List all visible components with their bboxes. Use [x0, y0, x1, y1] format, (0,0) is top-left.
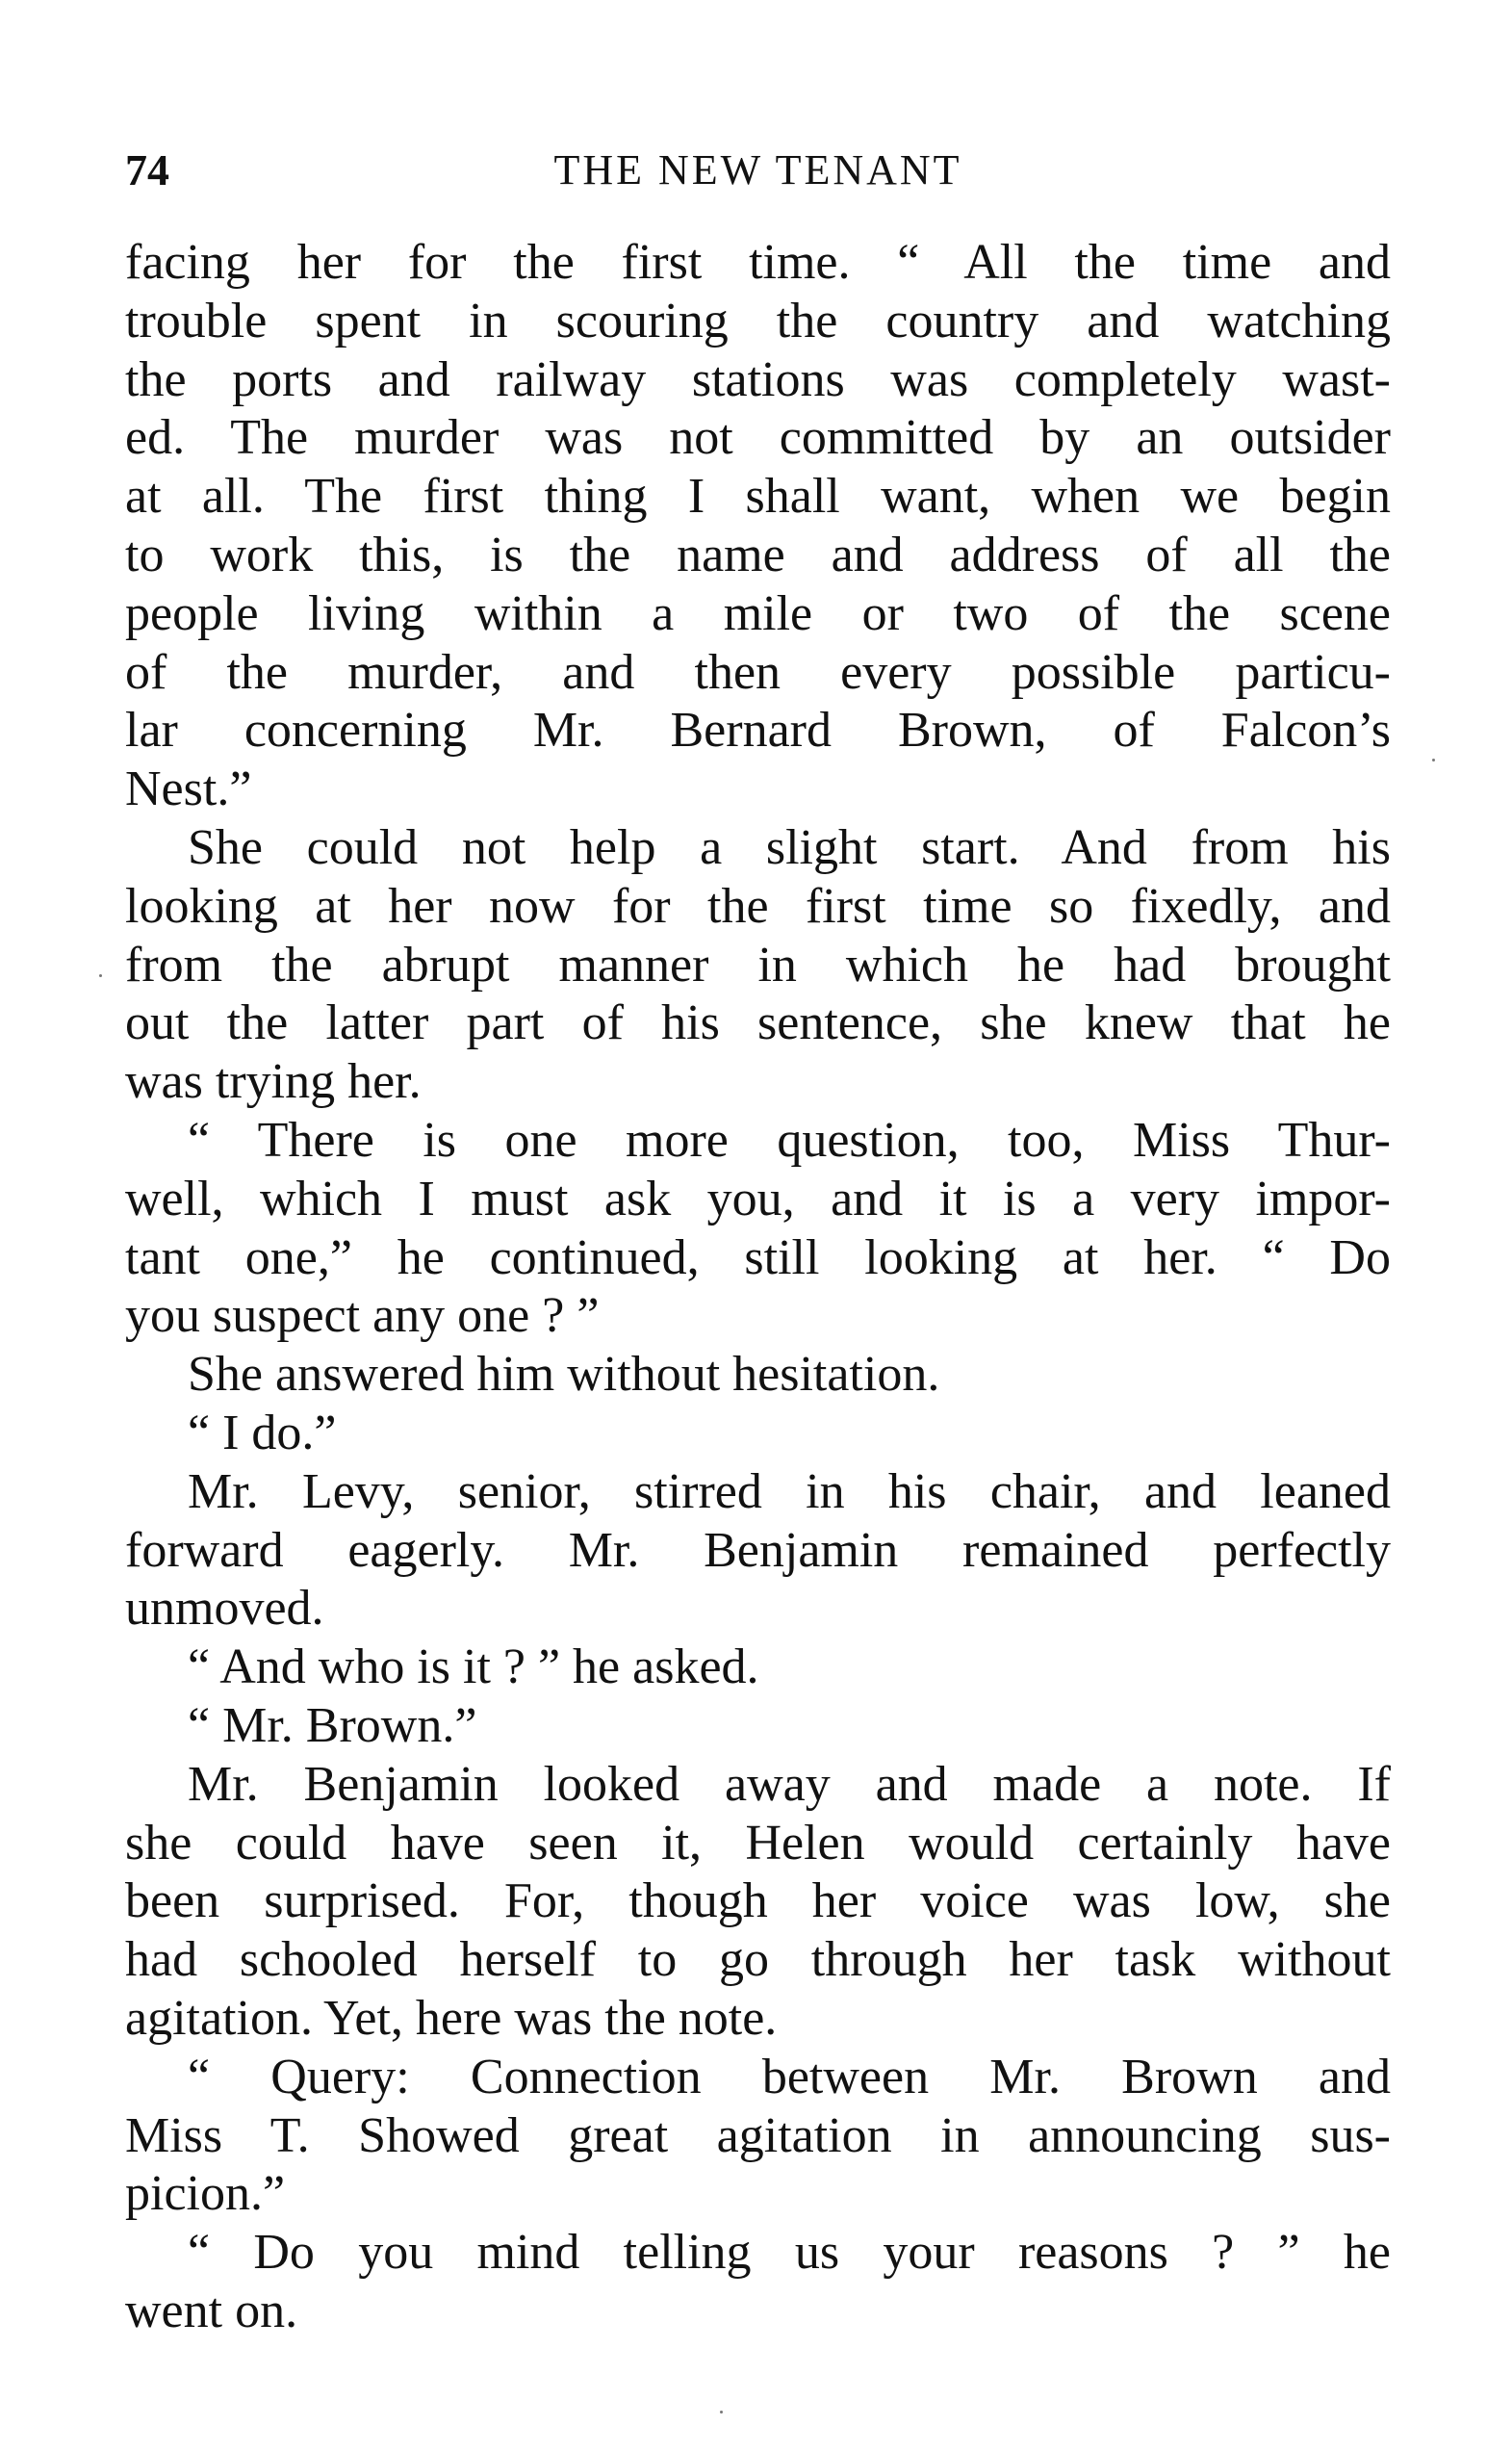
text-line: “ And who is it ? ” he asked.	[188, 1639, 759, 1695]
text-line: she could have seen it, Helen would certainly have	[125, 1815, 1391, 1871]
text-line: agitation. Yet, here was the note.	[125, 1990, 778, 2046]
text-line: Mr. Benjamin looked away and made a note. If	[188, 1756, 1391, 1812]
print-speck	[720, 2411, 723, 2413]
text-line: Nest.”	[125, 761, 252, 817]
text-line: been surprised. For, though her voice was low, she	[125, 1873, 1391, 1929]
text-line: you suspect any one ? ”	[125, 1288, 600, 1344]
text-line: of the murder, and then every possible particu-	[125, 644, 1391, 700]
text-line: from the abrupt manner in which he had brought	[125, 937, 1391, 993]
print-speck	[1432, 759, 1435, 761]
text-line: She answered him without hesitation.	[188, 1347, 940, 1403]
text-line: had schooled herself to go through her task without	[125, 1932, 1391, 1988]
text-line: “ There is one more question, too, Miss Thur-	[188, 1112, 1391, 1168]
text-line: went on.	[125, 2283, 298, 2338]
text-line: people living within a mile or two of the scene	[125, 585, 1391, 641]
text-line: well, which I must ask you, and it is a very impor-	[125, 1171, 1391, 1226]
text-line: facing her for the first time. “ All the time and	[125, 235, 1391, 290]
text-line: Mr. Levy, senior, stirred in his chair, and leaned	[188, 1463, 1391, 1519]
text-line: “ Mr. Brown.”	[188, 1697, 477, 1753]
running-head	[125, 137, 1391, 204]
text-line: “ I do.”	[188, 1405, 337, 1460]
text-line: out the latter part of his sentence, she knew that he	[125, 995, 1391, 1051]
text-line: “ Do you mind telling us your reasons ? ” he	[188, 2225, 1391, 2281]
text-line: the ports and railway stations was completely wast-	[125, 351, 1391, 407]
text-line: ed. The murder was not committed by an outsider	[125, 410, 1391, 466]
page-number: 74	[125, 145, 169, 194]
text-line: She could not help a slight start. And from his	[188, 819, 1391, 875]
text-line: lar concerning Mr. Bernard Brown, of Falcon’s	[125, 703, 1391, 759]
text-line: looking at her now for the first time so fixedly, and	[125, 878, 1391, 934]
text-line: trouble spent in scouring the country and watching	[125, 293, 1391, 348]
text-line: forward eagerly. Mr. Benjamin remained perfectly	[125, 1522, 1391, 1578]
running-title: THE NEW TENANT	[553, 146, 962, 194]
text-line: to work this, is the name and address of all the	[125, 527, 1391, 582]
text-line: Miss T. Showed great agitation in announcing sus-	[125, 2107, 1391, 2163]
print-speck	[99, 974, 102, 977]
text-line: was trying her.	[125, 1054, 422, 1110]
text-line: picion.”	[125, 2166, 286, 2222]
body-text	[125, 234, 1391, 2341]
text-line: “ Query: Connection between Mr. Brown and	[188, 2049, 1391, 2104]
text-line: unmoved.	[125, 1581, 324, 1637]
text-line: tant one,” he continued, still looking at her. “ Do	[125, 1229, 1391, 1285]
text-line: at all. The first thing I shall want, when we begin	[125, 469, 1391, 525]
